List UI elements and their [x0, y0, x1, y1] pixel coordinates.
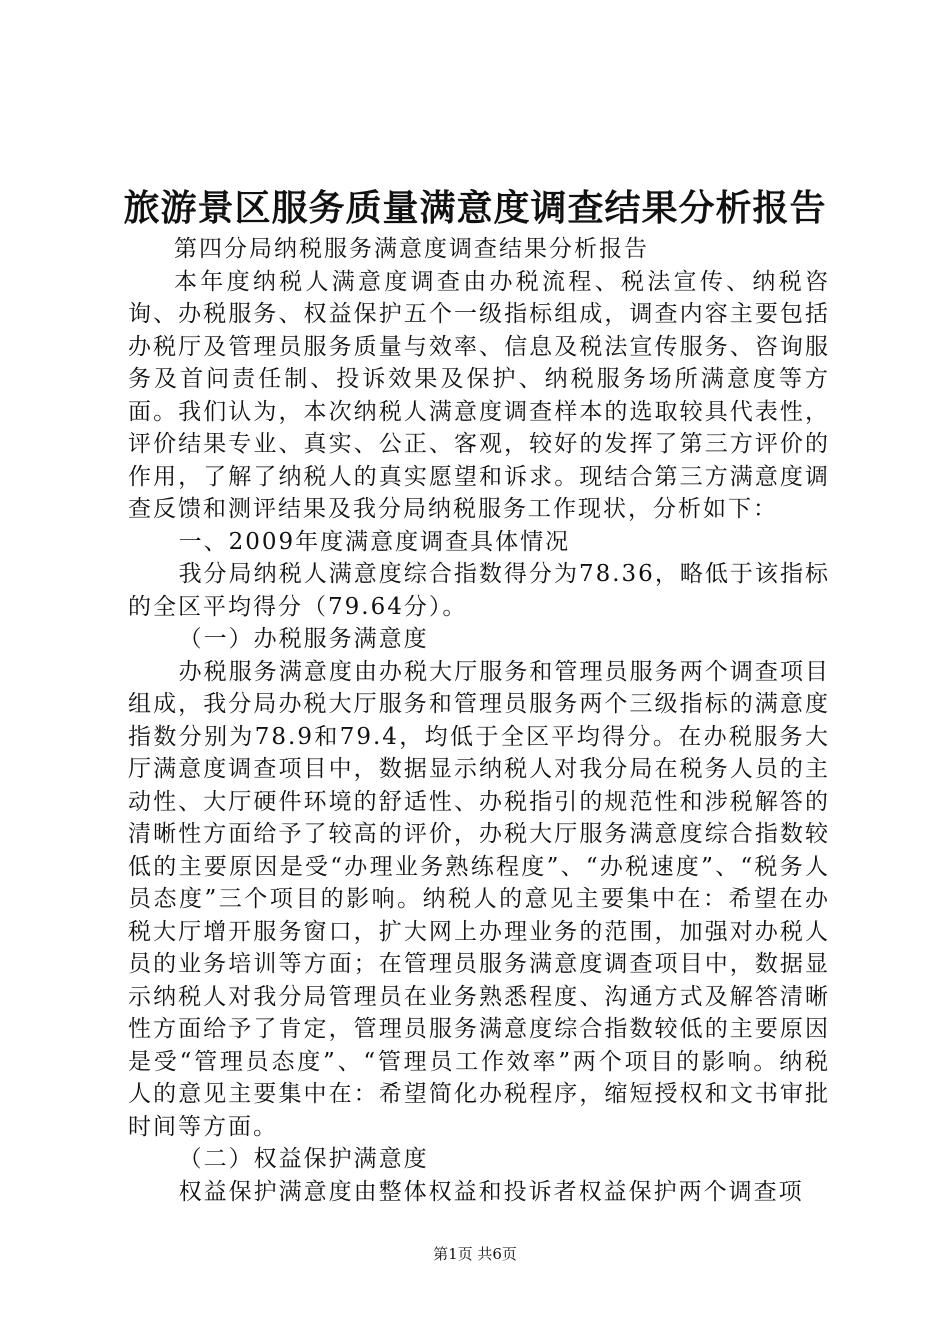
subsection-heading-1: （一）办税服务满意度 — [178, 626, 429, 652]
document-body — [128, 233, 830, 1208]
score-paragraph: 我分局纳税人满意度综合指数得分为78.36，略低于该指标的全区平均得分（79.64分）。 — [128, 561, 830, 620]
rights-protection-paragraph: 权益保护满意度由整体权益和投诉者权益保护两个调查项 — [178, 1178, 804, 1205]
document-title: 旅游景区服务质量满意度调查结果分析报告 — [123, 187, 827, 229]
subsection-heading-2: （二）权益保护满意度 — [178, 1146, 429, 1172]
page-footer: 第1页 共6页 — [433, 1245, 517, 1263]
service-satisfaction-paragraph: 办税服务满意度由办税大厅服务和管理员服务两个调查项目组成，我分局办税大厅服务和管理员服务两个三级指标的满意度指数分别为78.9和79.4，均低于全区平均得分。在办税服务大厅满意度调查项目中，数据显示纳税人对我分局在税务人员的主动性、大厅硬件环境的舒适性、办税指引的规范性和涉税解答的清晰性方面给予了较高的评价，办税大厅服务满意度综合指数较低的主要原因是受“办理业务熟练程度”、“办税速度”、“税务人员态度”三个项目的影响。纳税人的意见主要集中在：希望在办税大厅增开服务窗口，扩大网上办理业务的范围，加强对办税人员的业务培训等方面；在管理员服务满意度调查项目中，数据显示纳税人对我分局管理员在业务熟悉程度、沟通方式及解答清晰性方面给予了肯定，管理员服务满意度综合指数较低的主要原因是受“管理员态度”、“管理员工作效率”两个项目的影响。纳税人的意见主要集中在：希望简化办税程序，缩短授权和文书审批时间等方面。 — [128, 658, 830, 1140]
intro-paragraph: 本年度纳税人满意度调查由办税流程、税法宣传、纳税咨询、办税服务、权益保护五个一级指标组成，调查内容主要包括办税厅及管理员服务质量与效率、信息及税法宣传服务、咨询服务及首问责任制、投诉效果及保护、纳税服务场所满意度等方面。我们认为，本次纳税人满意度调查样本的选取较具代表性，评价结果专业、真实、公正、客观，较好的发挥了第三方评价的作用，了解了纳税人的真实愿望和诉求。现结合第三方满意度调查反馈和测评结果及我分局纳税服务工作现状，分析如下： — [128, 268, 830, 522]
section-heading-1: 一、2009年度满意度调查具体情况 — [178, 528, 571, 555]
subtitle-paragraph: 第四分局纳税服务满意度调查结果分析报告 — [174, 236, 649, 262]
